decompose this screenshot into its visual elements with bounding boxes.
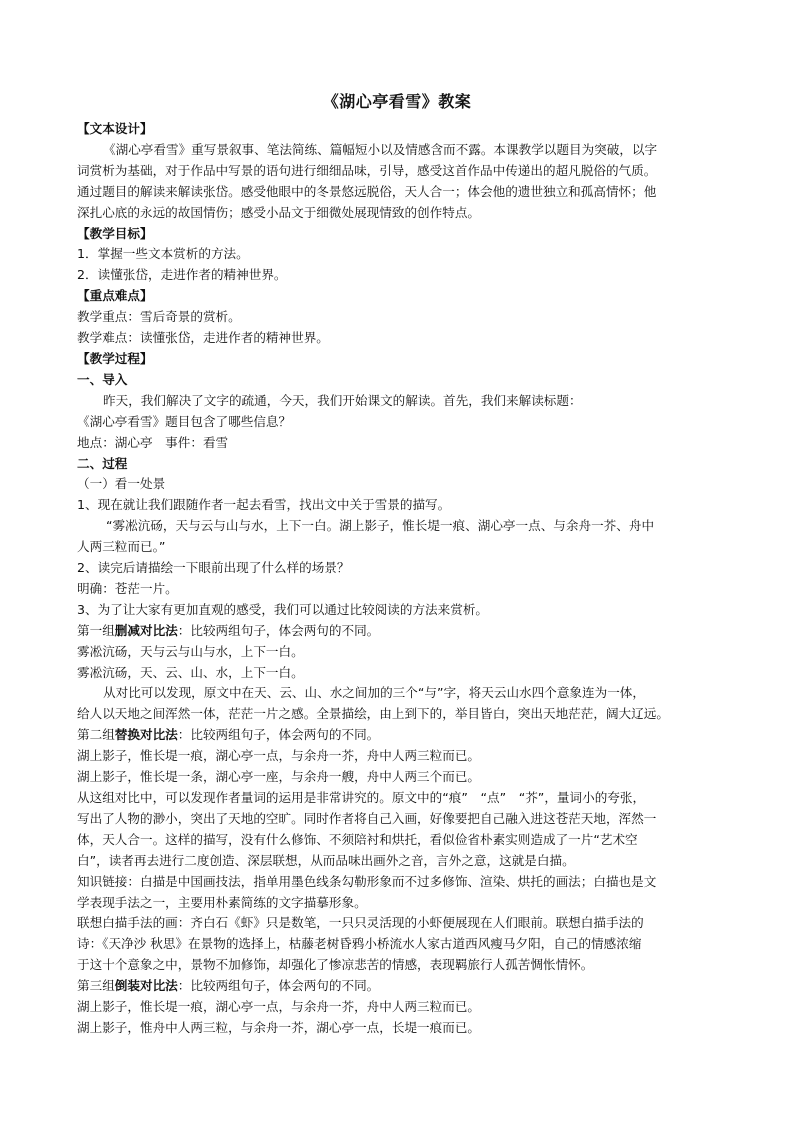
text-line: 《湖心亭看雪》题目包含了哪些信息？ (77, 413, 292, 429)
text-line: 2．读懂张岱，走进作者的精神世界。 (77, 267, 287, 283)
text-line: 诗：《天净沙 秋思》在景物的选择上，枯藤老树昏鸦小桥流水人家古道西风瘦马夕阳，自己的情感浓缩 (77, 936, 642, 952)
section-heading: 【文本设计】 (77, 121, 153, 136)
section-heading: 【重点难点】 (77, 288, 153, 304)
text-line: 2、读完后请描绘一下眼前出现了什么样的场景？ (77, 560, 350, 576)
text-line: 写出了人物的渺小，突出了天地的空旷。同时作者将自己入画，好像要把自己融入进这苍茫天地，浑然一 (77, 810, 657, 826)
text-line: 3、为了让大家有更加直观的感受，我们可以通过比较阅读的方法来赏析。 (77, 601, 489, 617)
text-line: 《湖心亭看雪》重写景叙事、笔法简练、篇幅短小以及情感含而不露。本课教学以题目为突破，以字 (103, 141, 658, 157)
document-title: 《湖心亭看雪》教案 (322, 92, 472, 111)
text-line: 从对比可以发现，原文中在天、云、山、水之间加的三个“与”字，将天云山水四个意象连为一体， (103, 685, 645, 701)
text-line (77, 621, 725, 641)
text-span: 第三组 (77, 978, 115, 994)
bold-term: 删减对比法 (114, 622, 178, 638)
section-heading: 一、导入 (77, 371, 128, 387)
text-line: 昨天，我们解决了文字的疏通，今天，我们开始课文的解读。首先，我们来解读标题： (103, 392, 582, 408)
section-heading: 【教学过程】 (77, 350, 153, 366)
text-line: 白”，读者再去进行二度创造、深层联想，从而品味出画外之音，言外之意，这就是白描。 (77, 852, 575, 868)
text-line: 教学重点：雪后奇景的赏析。 (77, 309, 241, 325)
text-line: 从这组对比中，可以发现作者量词的运用是非常讲究的。原文中的“痕” “点” “芥”，量词小的夸张， (77, 790, 646, 806)
text-line (77, 725, 725, 745)
text-line: 湖上影子，惟长堤一痕，湖心亭一点，与余舟一芥，舟中人两三粒而已。 (77, 999, 480, 1015)
text-line: 湖上影子，惟长堤一痕，湖心亭一点，与余舟一芥，舟中人两三粒而已。 (77, 748, 480, 764)
text-line: 湖上影子，惟舟中人两三粒，与余舟一芥，湖心亭一点，长堤一痕而已。 (77, 1020, 480, 1035)
text-line: 雾凇沆砀，天与云与山与水，上下一白。 (77, 643, 304, 659)
text-line: 明确：苍茫一片。 (77, 580, 178, 596)
text-span: 第二组 (77, 727, 115, 743)
text-line: 教学难点：读懂张岱，走进作者的精神世界。 (77, 330, 329, 346)
text-line: 体，天人合一。这样的描写，没有什么修饰、不须陪衬和烘托，看似俭省朴素实则造成了一片“艺术空 (77, 831, 638, 847)
text-span: ：比较两组句子，体会两句的不同。 (177, 622, 380, 638)
text-line: “雾凇沆砀，天与云与山与水，上下一白。湖上影子，惟长堤一痕、湖心亭一点、与余舟一芥、舟中 (106, 518, 655, 534)
bold-term: 替换对比法 (114, 727, 178, 743)
text-line: 1、现在就让我们跟随作者一起去看雪，找出文中关于雪景的描写。 (77, 497, 451, 513)
text-line: 词赏析为基础，对于作品中写景的语句进行细细品味，引导，感受这首作品中传递出的超凡脱俗的气质。 (77, 162, 657, 178)
text-line: 雾凇沆砀，天、云、山、水，上下一白。 (77, 664, 304, 680)
text-line: （一）看一处景 (77, 476, 166, 492)
text-line: 地点：湖心亭 事件：看雪 (77, 434, 229, 450)
text-line: 联想白描手法的画：齐白石《虾》只是数笔，一只只灵活现的小虾便展现在人们眼前。联想白描手法的 (77, 915, 644, 931)
text-line: 人两三粒而已。” (77, 539, 166, 555)
text-line: 给人以天地之间浑然一体，茫茫一片之感。全景描绘，由上到下的，举目皆白，突出天地茫茫，阔大辽远。 (77, 706, 669, 722)
text-span: 第一组 (77, 622, 115, 638)
text-line (77, 976, 725, 996)
text-line: 知识链接：白描是中国画技法，指单用墨色线条勾勒形象而不过多修饰、渲染、烘托的画法；白描也是文 (77, 873, 657, 889)
section-heading: 【教学目标】 (77, 225, 153, 241)
text-line: 学表现手法之一，主要用朴素简练的文字描摹形象。 (77, 894, 367, 910)
text-line: 湖上影子，惟长堤一条，湖心亭一座，与余舟一艘，舟中人两三个而已。 (77, 769, 480, 785)
text-line: 深扎心底的永远的故国情伤；感受小品文于细微处展现情致的创作特点。 (77, 204, 480, 220)
text-span: ：比较两组句子，体会两句的不同。 (177, 727, 380, 743)
text-line: 于这十个意象之中，景物不加修饰，却强化了惨凉悲苦的情感，表现羁旅行人孤苦惆怅情怀。 (77, 957, 594, 973)
text-span: ：比较两组句子，体会两句的不同。 (177, 978, 380, 994)
section-heading: 二、过程 (77, 455, 128, 471)
text-line: 通过题目的解读来解读张岱。感受他眼中的冬景悠远脱俗，天人合一；体会他的遗世独立和孤高情怀；他 (77, 183, 657, 199)
bold-term: 倒装对比法 (114, 978, 178, 994)
text-line: 1．掌握一些文本赏析的方法。 (77, 246, 249, 262)
